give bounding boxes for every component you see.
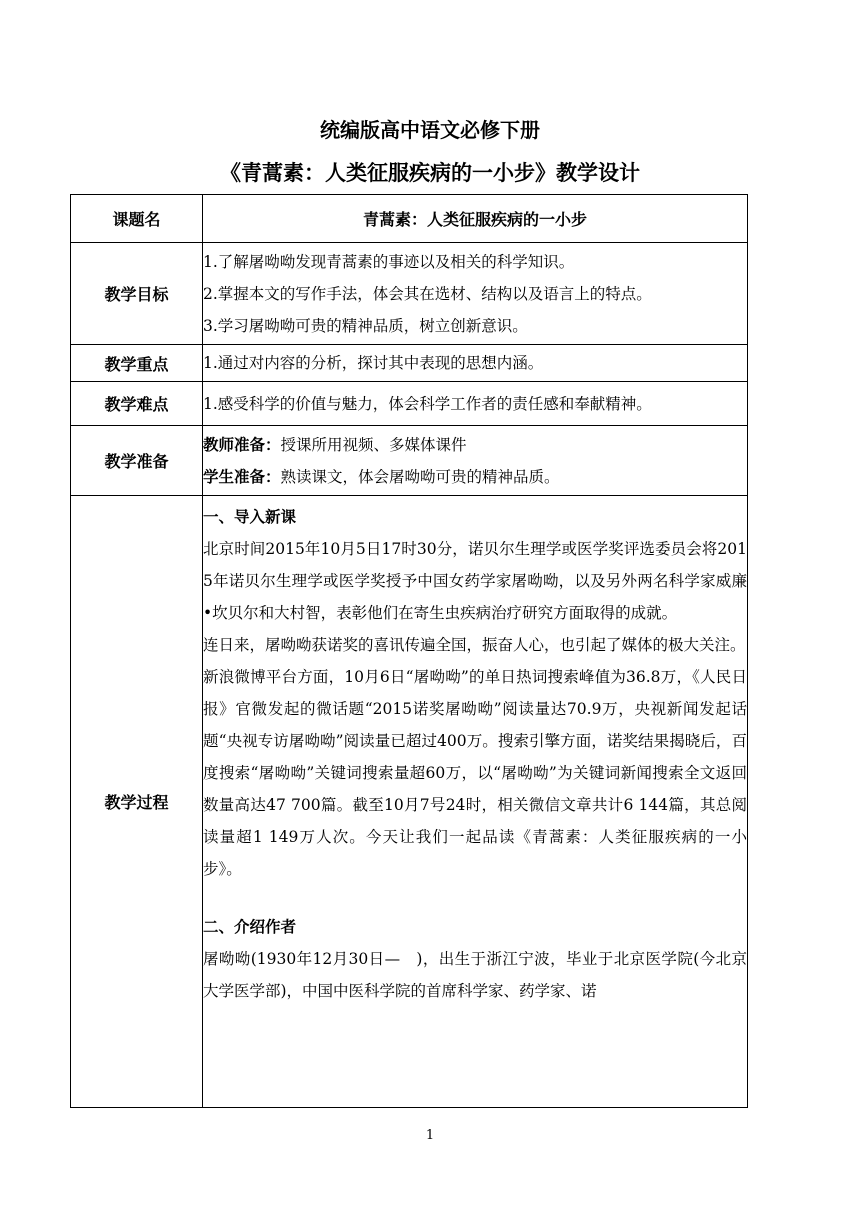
table-row-difficulties bbox=[71, 382, 748, 426]
goal-item: 2.掌握本文的写作手法，体会其在选材、结构以及语言上的特点。 bbox=[203, 284, 652, 303]
student-preparation-text: 熟读课文，体会屠呦呦可贵的精神品质。 bbox=[280, 467, 560, 486]
table-row-preparation bbox=[71, 426, 748, 496]
section-heading-author: 二、介绍作者 bbox=[203, 918, 297, 936]
key-points-content bbox=[203, 345, 748, 382]
difficulty-item: 1.感受科学的价值与魅力，体会科学工作者的责任感和奉献精神。 bbox=[203, 394, 652, 413]
goals-label: 教学目标 bbox=[71, 243, 203, 345]
intro-paragraph: 北京时间2015年10月5日17时30分，诺贝尔生理学或医学奖评选委员会将2015年诺贝尔生理学或医学奖授予中国女药学家屠呦呦，以及另外两名科学家威廉•坎贝尔和大村智，表彰他们在寄生虫疾病治疗研究方面取得的成就。 bbox=[203, 540, 747, 622]
lesson-plan-table bbox=[70, 194, 748, 1108]
table-row-process bbox=[71, 496, 748, 1108]
intro-paragraph: 连日来，屠呦呦获诺奖的喜讯传遍全国，振奋人心，也引起了媒体的极大关注。 bbox=[203, 636, 746, 654]
topic-value: 青蒿素：人类征服疾病的一小步 bbox=[203, 195, 748, 243]
difficulties-content bbox=[203, 382, 748, 426]
paragraph-spacer bbox=[203, 885, 747, 911]
key-points-label: 教学重点 bbox=[71, 345, 203, 382]
teacher-preparation-text: 授课所用视频、多媒体课件 bbox=[280, 435, 467, 454]
document-title: 统编版高中语文必修下册 bbox=[320, 118, 540, 142]
table-row-key-points bbox=[71, 345, 748, 382]
teacher-preparation bbox=[203, 429, 747, 461]
process-content bbox=[203, 496, 748, 1108]
goal-item: 3.学习屠呦呦可贵的精神品质，树立创新意识。 bbox=[203, 316, 528, 335]
process-label: 教学过程 bbox=[71, 496, 203, 1108]
preparation-label: 教学准备 bbox=[71, 426, 203, 496]
student-preparation-label: 学生准备： bbox=[203, 467, 281, 486]
goal-item: 1.了解屠呦呦发现青蒿素的事迹以及相关的科学知识。 bbox=[203, 252, 575, 271]
section-heading-intro: 一、导入新课 bbox=[203, 508, 297, 526]
student-preparation bbox=[203, 461, 747, 493]
intro-paragraph: 新浪微博平台方面，10月6日“屠呦呦”的单日热词搜索峰值为36.8万，《人民日报》官微发起的微话题“2015诺奖屠呦呦”阅读量达70.9万，央视新闻发起话题“央视专访屠呦呦”阅读量已超过400万。搜索引擎方面，诺奖结果揭晓后，百度搜索“屠呦呦”关键词搜索量超60万，以“屠呦呦”为关键词新闻搜索全文返回数量高达47 700篇。截至10月7号24时，相关微信文章共计6 144篇，其总阅读量超1 149万人次。今天让我们一起品读《青蒿素：人类征服疾病的一小步》。 bbox=[203, 668, 747, 878]
key-point-item: 1.通过对内容的分析，探讨其中表现的思想内涵。 bbox=[203, 354, 544, 372]
page-number: 1 bbox=[425, 1128, 435, 1143]
table-row-topic bbox=[71, 195, 748, 243]
teacher-preparation-label: 教师准备： bbox=[203, 435, 281, 454]
author-paragraph: 屠呦呦(1930年12月30日— )，出生于浙江宁波，毕业于北京医学院(今北京大学医学部)，中国中医科学院的首席科学家、药学家、诺 bbox=[203, 950, 747, 1000]
preparation-content bbox=[203, 426, 748, 496]
table-row-goals bbox=[71, 243, 748, 345]
lesson-title: 《青蒿素：人类征服疾病的一小步》教学设计 bbox=[220, 161, 640, 185]
topic-label: 课题名 bbox=[71, 195, 203, 243]
goals-content bbox=[203, 243, 748, 345]
difficulties-label: 教学难点 bbox=[71, 382, 203, 426]
